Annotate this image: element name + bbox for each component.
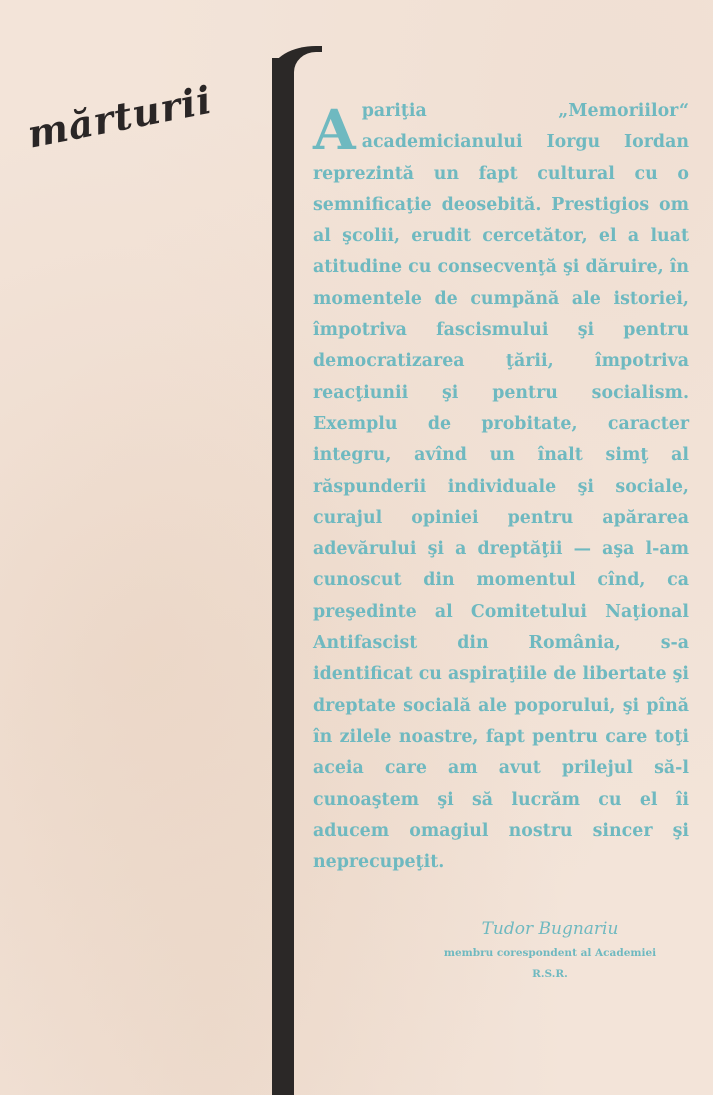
author-title: membru corespondent al Academiei [443, 947, 657, 959]
signature-block [405, 915, 695, 985]
quote-text: pariţia „Memoriilor“ academicianului Iorgu Iordan reprezintă un fapt cultural cu o semnificaţie deosebită. Prestigios om al şcolii, erudit cercetător, el a luat atitudine cu consecvenţă şi dăruire, în momentele de cumpănă ale istoriei, împotriva fascismului şi pentru democratizarea ţării, împotriva reacţiunii şi pentru socialism. Exemplu de probitate, caracter integru, avînd un înalt simţ al răspunderii individuale şi sociale, curajul opiniei pentru apărarea adevărului şi a dreptăţii — aşa l-am cunoscut din momentul cînd, ca preşedinte al Comitetului Naţional Antifascist din România, s-a identificat cu aspiraţiile de libertate şi dreptate socială ale poporului, şi pînă în zilele noastre, fapt pentru care toţi aceia care am avut prilejul să-l cunoaştem şi să lucrăm cu el îi aducem omagiul nostru sincer şi neprecupeţit. [313, 101, 689, 873]
spine-bar [272, 58, 294, 1095]
author-org: R.S.R. [532, 968, 568, 980]
series-label: mărturii [23, 76, 216, 157]
quote-block [313, 96, 689, 878]
author-name: Tudor Bugnariu [481, 919, 619, 939]
drop-cap: A [313, 97, 356, 162]
